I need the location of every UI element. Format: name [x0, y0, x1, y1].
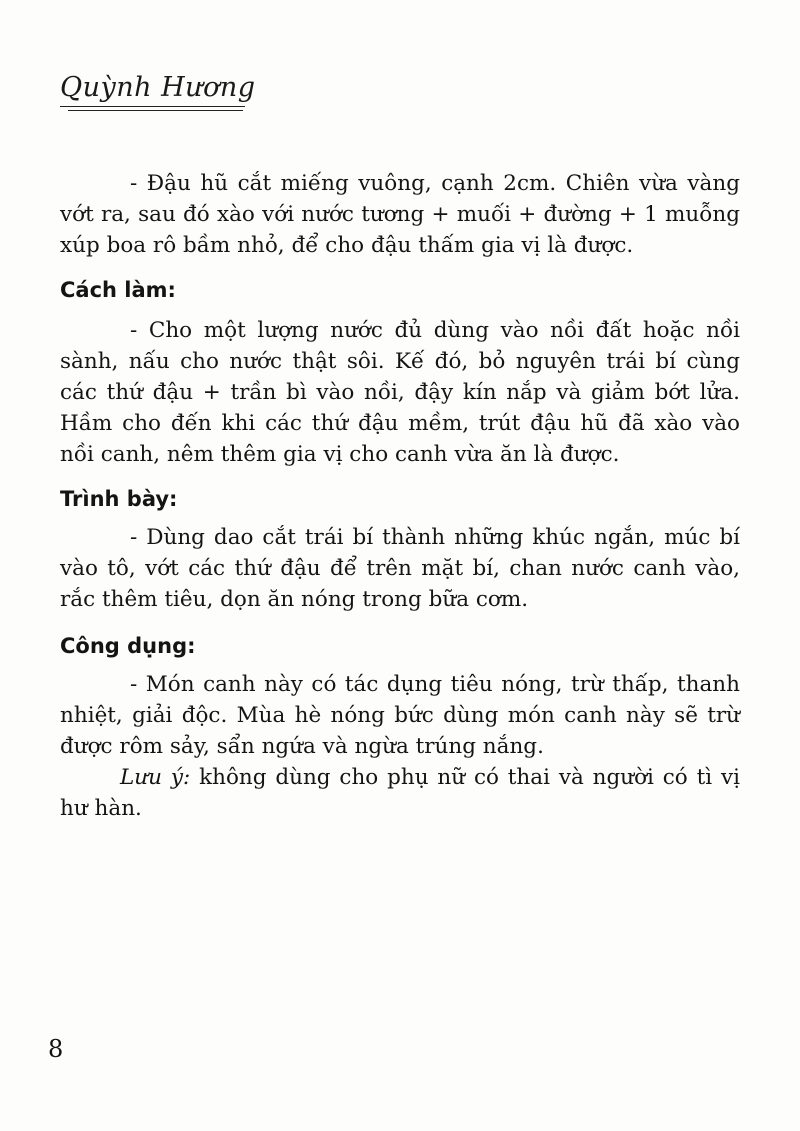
heading-trinh-bay: Trình bày:	[60, 487, 178, 511]
page-number: 8	[48, 1035, 64, 1063]
paragraph-cong-dung: - Món canh này có tác dụng tiêu nóng, trừ thấp, thanh nhiệt, giải độc. Mùa hè nóng bức dùng món canh này sẽ trừ được rôm sảy, sẩn ngứa và ngừa trúng nắng.	[60, 672, 740, 759]
heading-cong-dung: Công dụng:	[60, 634, 196, 658]
paragraph-cach-lam: - Cho một lượng nước đủ dùng vào nồi đất hoặc nồi sành, nấu cho nước thật sôi. Kế đó, bỏ nguyên trái bí cùng các thứ đậu + trần bì vào nồi, đậy kín nắp và giảm bớt lửa. Hầm cho đến khi các thứ đậu mềm, trút đậu hũ đã xào vào nồi canh, nêm thêm gia vị cho canh vừa ăn là được.	[60, 318, 740, 467]
note-label: Lưu ý:	[120, 765, 191, 790]
header-rule-top	[60, 106, 245, 107]
note-paragraph	[60, 762, 740, 824]
heading-cach-lam: Cách làm:	[60, 278, 176, 302]
intro-paragraph: - Đậu hũ cắt miếng vuông, cạnh 2cm. Chiên vừa vàng vớt ra, sau đó xào với nước tương + muối + đường + 1 muỗng xúp boa rô bầm nhỏ, để cho đậu thấm gia vị là được.	[60, 171, 740, 258]
author-name: Quỳnh Hương	[60, 72, 256, 103]
header-rule-bottom	[68, 110, 243, 111]
note-text: không dùng cho phụ nữ có thai và người có tì vị hư hàn.	[60, 765, 740, 821]
page-body	[60, 168, 740, 824]
running-header	[60, 72, 256, 111]
paragraph-trinh-bay: - Dùng dao cắt trái bí thành những khúc ngắn, múc bí vào tô, vớt các thứ đậu để trên mặt bí, chan nước canh vào, rắc thêm tiêu, dọn ăn nóng trong bữa cơm.	[60, 525, 740, 612]
